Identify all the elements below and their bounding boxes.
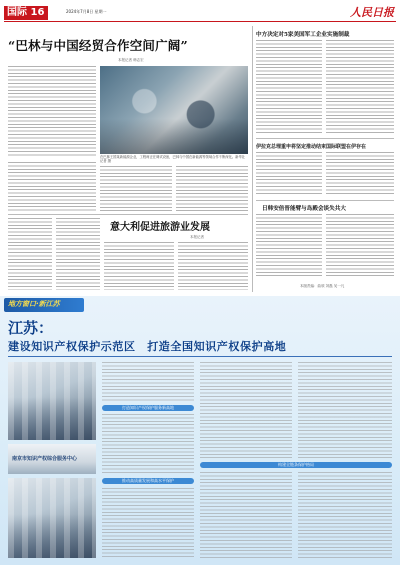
right-article-2-col1 bbox=[256, 152, 322, 196]
italy-body-col2 bbox=[178, 242, 248, 290]
italy-byline: 本报记者 bbox=[190, 235, 204, 239]
feature-body-col2b bbox=[200, 472, 292, 558]
service-center-sign: 南京市知识产权综合服务中心 bbox=[12, 456, 78, 462]
newspaper-logo: 人民日报 bbox=[350, 6, 394, 19]
lead-body-col1b bbox=[8, 162, 96, 212]
lead-body-col2 bbox=[100, 166, 172, 212]
feature-body-col1c bbox=[102, 488, 194, 558]
lead-byline: 本报记者 韩志宏 bbox=[118, 58, 144, 62]
right-article-1-col1 bbox=[256, 40, 322, 134]
right-article-3-col2 bbox=[326, 214, 394, 278]
feature-body-col2a bbox=[200, 362, 292, 458]
feature-subhead-1-text: 打造知识产权保护服务新高地 bbox=[122, 405, 174, 410]
italy-left-col1 bbox=[8, 218, 52, 290]
italy-body-col1 bbox=[104, 242, 174, 290]
feature-title-line2: 建设知识产权保护示范区 打造全国知识产权保护高地 bbox=[8, 340, 287, 353]
right-divider-2 bbox=[256, 200, 394, 201]
feature-body-col1b bbox=[102, 414, 194, 474]
italy-article-title: 意大利促进旅游业发展 bbox=[110, 222, 210, 233]
feature-subhead-3 bbox=[200, 462, 392, 468]
feature-title-rule bbox=[8, 356, 392, 357]
right-article-3-title: 日韩安倍晋能臂与岛殿会谈失共大 bbox=[262, 206, 346, 212]
lead-article-title: “巴林与中国经贸合作空间广阔” bbox=[8, 38, 188, 53]
feature-subhead-3-text: 构建全链条保护格局 bbox=[278, 462, 314, 467]
section-tab: 国际 16 bbox=[4, 6, 48, 20]
issue-date: 2024年7月8日 星期一 bbox=[66, 9, 107, 14]
feature-photo-2 bbox=[8, 444, 96, 474]
right-divider-1 bbox=[256, 138, 394, 139]
feature-subhead-1 bbox=[102, 405, 194, 411]
right-article-3-col1 bbox=[256, 214, 322, 278]
lead-bottom-rule bbox=[8, 214, 248, 215]
right-article-2-title: 伊拉克总理重申将坚定推动结束国际联盟在伊存在 bbox=[256, 144, 367, 150]
right-article-1-col2 bbox=[326, 40, 394, 134]
feature-title-line1: 江苏： bbox=[8, 319, 54, 337]
feature-photo-1 bbox=[8, 362, 96, 440]
feature-body-col3a bbox=[298, 362, 392, 458]
page-editors: 本版责编：曲颂 刘磊 吴一凡 bbox=[300, 284, 345, 288]
feature-subhead-2 bbox=[102, 478, 194, 484]
feature-body-col3b bbox=[298, 472, 392, 558]
feature-photo-3 bbox=[8, 478, 96, 558]
lead-body-col1 bbox=[8, 66, 96, 158]
lead-body-col3 bbox=[176, 166, 248, 212]
right-article-1-title: 中方决定对5家美国军工企业实施制裁 bbox=[256, 32, 350, 38]
masthead-rule bbox=[4, 21, 396, 22]
right-article-2-col2 bbox=[326, 152, 394, 196]
lead-photo-caption: 在巴林王国某新能源企业，工程师正在调试设备，巴林与中国在新能源等领域合作不断深化。新华社记者 摄 bbox=[100, 155, 246, 163]
italy-left-col2 bbox=[56, 218, 100, 290]
feature-banner-text: 地方窗口·新江苏 bbox=[8, 300, 60, 308]
feature-subhead-2-text: 推动高质量发展和高水平保护 bbox=[122, 478, 174, 483]
feature-body-col1a bbox=[102, 362, 194, 402]
column-divider bbox=[252, 26, 253, 292]
lead-photo bbox=[100, 66, 248, 154]
